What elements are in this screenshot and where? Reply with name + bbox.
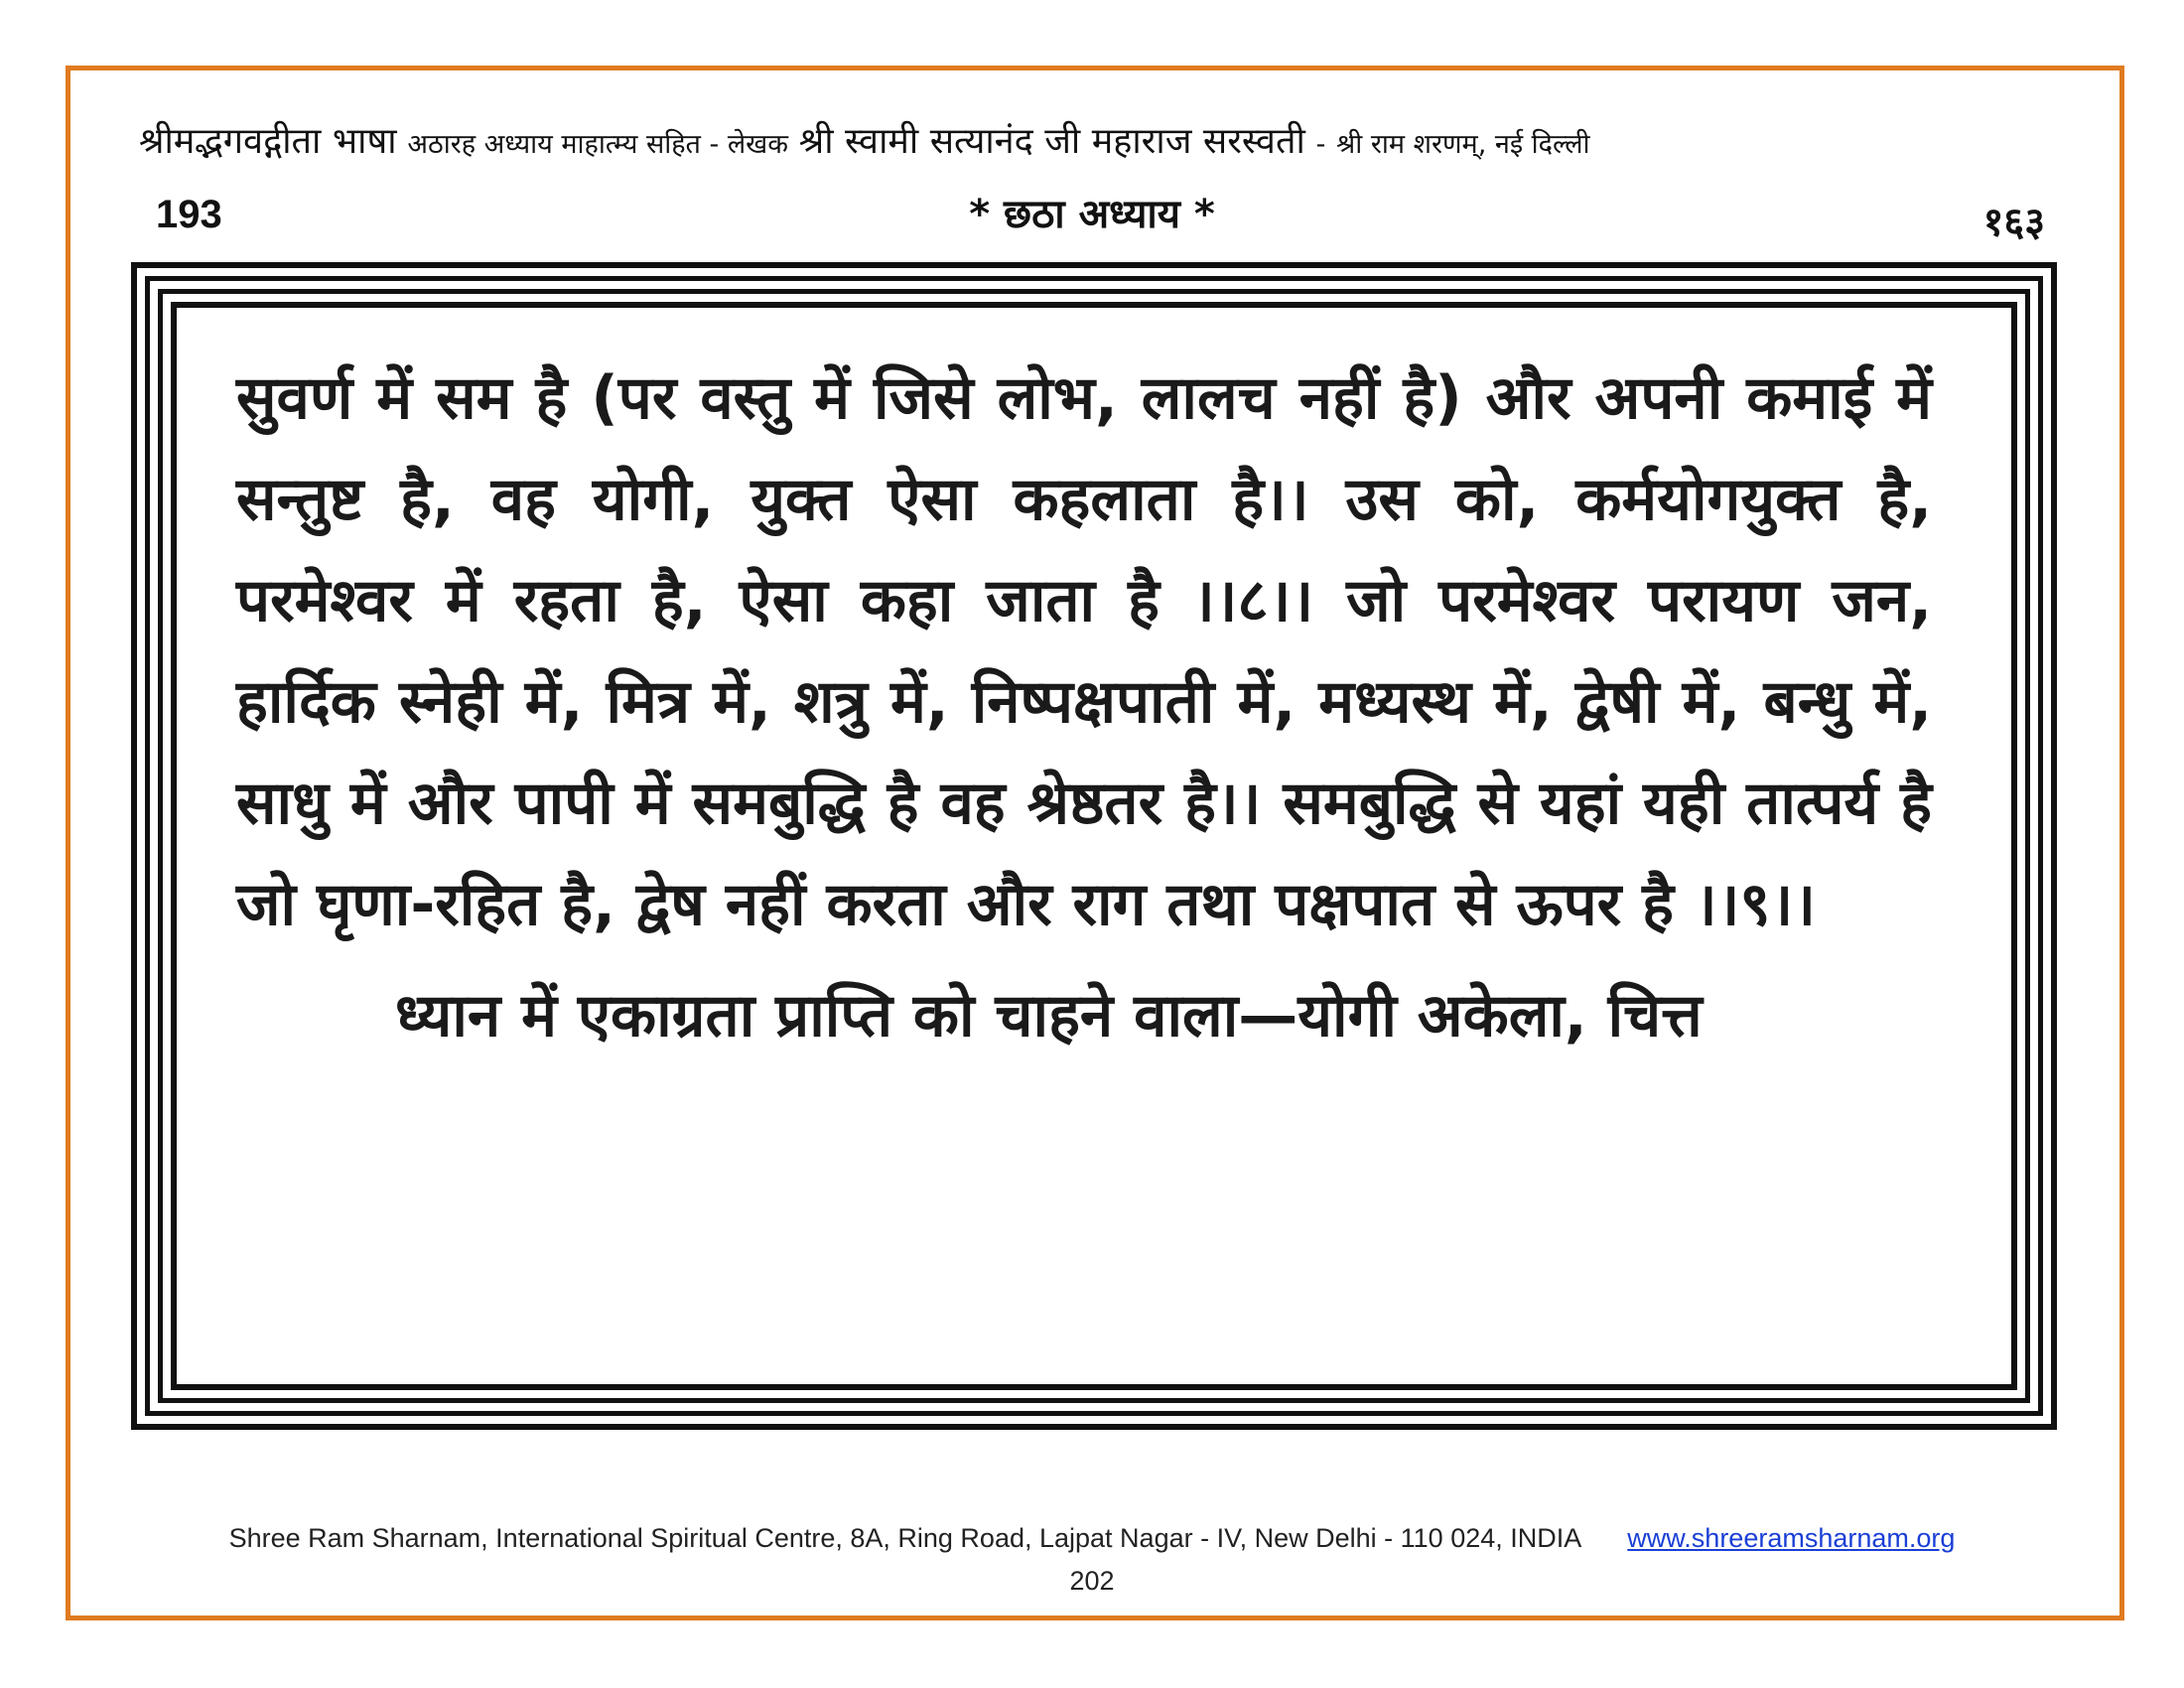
verse-paragraph-1: सुवर्ण में सम है (पर वस्तु में जिसे लोभ, लालच नहीं है) और अपनी कमाई में सन्तुष्ट है, वह योगी, युक्त ऐसा कहलाता है।। उस को, कर्मयोगयुक्त है, परमेश्वर में रहता है, ऐसा कहा जाता है ।।८।। जो परमेश्वर परायण जन, हार्दिक स्नेही में, मित्र में, शत्रु में, निष्पक्षपाती में, मध्यस्थ में, द्वेषी में, बन्धु में, साधु में और पापी में समबुद्धि है वह श्रेष्ठतर है।। समबुद्धि से यहां यही तात्पर्य है जो घृणा-रहित है, द्वेष नहीं करता और राग तथा पक्षपात से ऊपर है ।।९।।	[236, 363, 1932, 939]
footer	[0, 1523, 2184, 1554]
header-title-main: श्रीमद्भगवद्गीता भाषा	[139, 121, 397, 162]
text-box	[171, 302, 2017, 1390]
header-title-sub: अठारह अध्याय माहात्म्य सहित - लेखक	[407, 129, 788, 160]
header-separator: -	[1315, 129, 1326, 160]
verse-paragraph-2: ध्यान में एकाग्रता प्राप्ति को चाहने वाला—योगी अकेला, चित्त	[395, 981, 1703, 1051]
page-number-left: 193	[156, 193, 222, 236]
header-publisher: श्री राम शरणम्, नई दिल्ली	[1336, 129, 1590, 160]
header-line	[139, 117, 2065, 170]
footer-address: Shree Ram Sharnam, International Spiritual Centre, 8A, Ring Road, Lajpat Nagar - IV, New Delhi - 110 024, INDIA	[228, 1523, 1580, 1553]
text-box-border	[131, 262, 2057, 1430]
chapter-title: * छठा अध्याय *	[969, 192, 1215, 237]
header-author: श्री स्वामी सत्यानंद जी महाराज सरस्वती	[798, 121, 1305, 162]
footer-page-number: 202	[1069, 1566, 1115, 1596]
page-number-right: १६३	[1982, 200, 2045, 245]
footer-website-link[interactable]: www.shreeramsharnam.org	[1627, 1523, 1956, 1553]
